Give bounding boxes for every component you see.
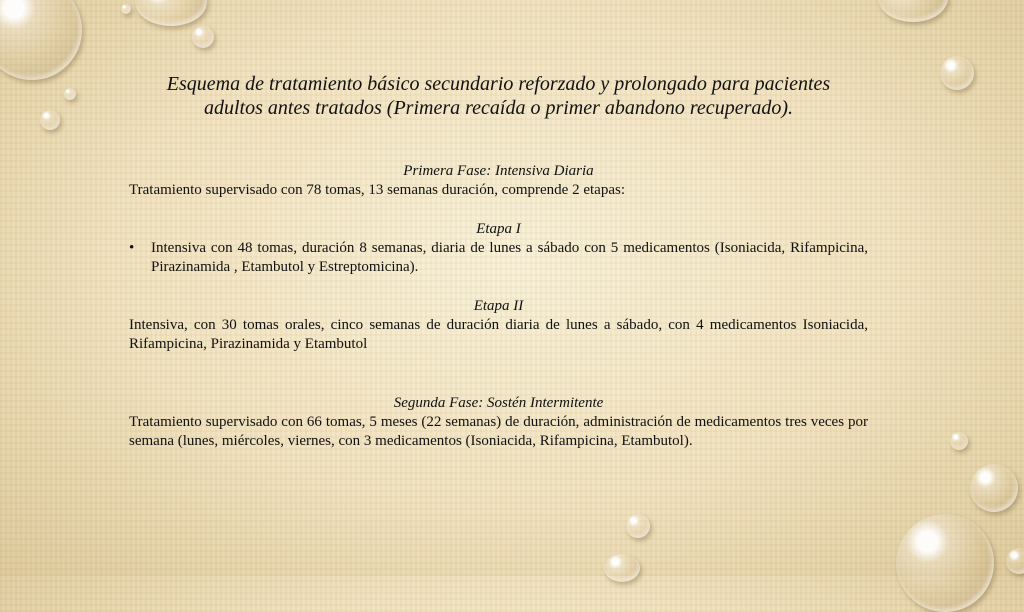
phase1-intro: Tratamiento supervisado con 78 tomas, 13 semanas duración, comprende 2 etapas: xyxy=(129,182,625,198)
phase1-heading: Primera Fase: Intensiva Diaria xyxy=(403,163,594,179)
water-drop-decoration xyxy=(940,56,974,90)
slide-title xyxy=(129,72,868,120)
stage1-heading: Etapa I xyxy=(476,220,521,237)
stage1-bullet-item xyxy=(129,239,868,278)
water-drop-decoration xyxy=(40,110,60,130)
stage1-text: Intensiva con 48 tomas, duración 8 semanas, diaria de lunes a sábado con 5 medicamentos (Isoniacida, Rifampicina, Pirazinamida , Etambutol y Estreptomicina). xyxy=(151,239,868,275)
bullet-icon: • xyxy=(129,239,135,256)
water-drop-decoration xyxy=(604,554,640,582)
phase2-heading: Segunda Fase: Sostén Intermitente xyxy=(393,394,604,411)
slide-title-line: Esquema de tratamiento básico secundario reforzado y prolongado para pacientes xyxy=(166,73,831,95)
water-drop-decoration xyxy=(192,26,214,48)
water-drop-decoration xyxy=(1006,548,1024,574)
water-drop-decoration xyxy=(950,432,968,450)
water-drop-decoration xyxy=(970,464,1018,512)
stage2-heading: Etapa II xyxy=(473,297,524,314)
water-drop-decoration xyxy=(896,514,994,612)
stage2-text: Intensiva, con 30 tomas orales, cinco semanas de duración diaria de lunes a sábado, con 4 medicamentos Isoniacida, Rifampicina, Pirazinamida y Etambutol xyxy=(129,316,868,352)
slide-content xyxy=(129,72,868,452)
water-drop-decoration xyxy=(0,0,82,80)
water-drop-decoration xyxy=(121,4,131,14)
slide-title-line: adultos antes tratados (Primera recaída o primer abandono recuperado). xyxy=(203,97,794,119)
water-drop-decoration xyxy=(626,514,650,538)
water-drop-decoration xyxy=(878,0,948,22)
phase2-text: Tratamiento supervisado con 66 tomas, 5 meses (22 semanas) de duración, administración de medicamentos tres veces por semana (lunes, miércoles, viernes, con 3 medicamentos (Isoniacida, Rifampicina, Etambutol). xyxy=(129,413,868,449)
water-drop-decoration xyxy=(135,0,207,26)
water-drop-decoration xyxy=(64,88,76,100)
